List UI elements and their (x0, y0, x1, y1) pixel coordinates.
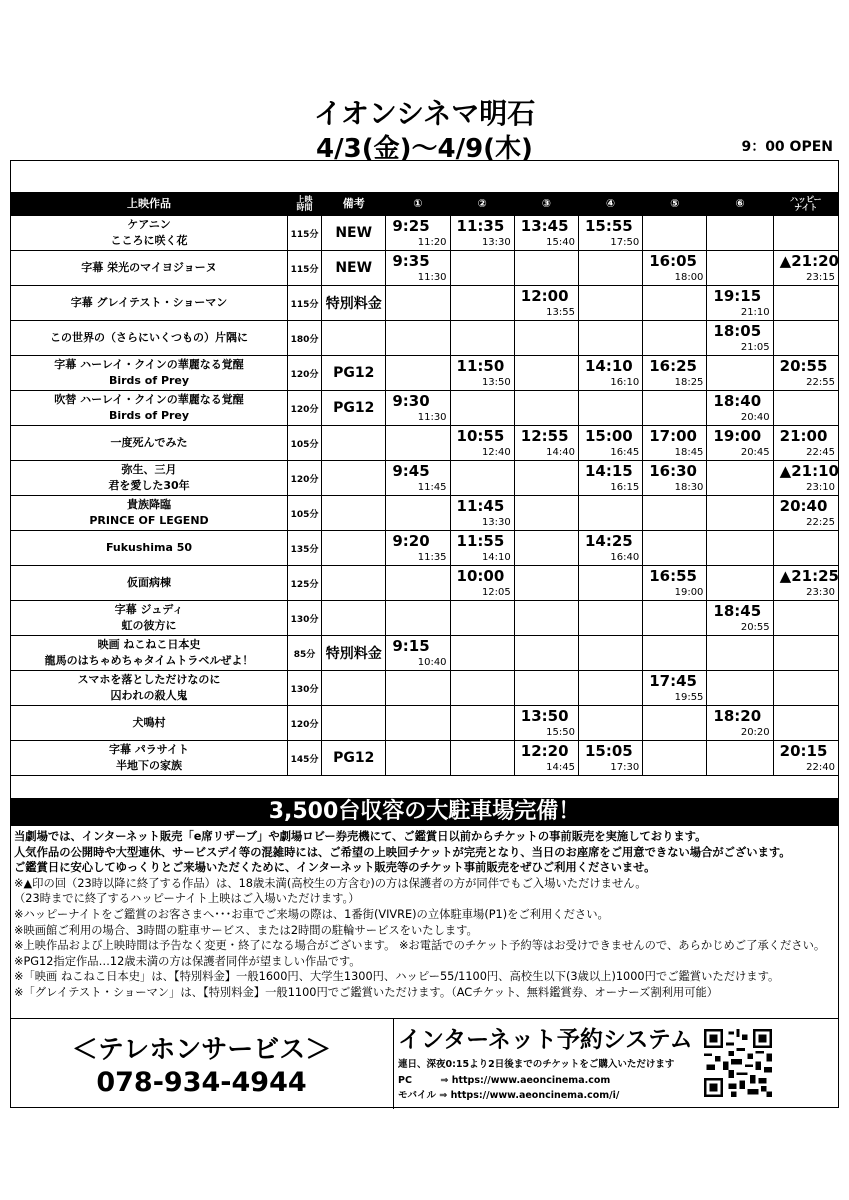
start-time: 20:40 (779, 497, 828, 515)
remarks: 特別料金 (322, 636, 386, 671)
showtime-cell (450, 286, 514, 321)
remarks (322, 496, 386, 531)
remarks: NEW (322, 251, 386, 286)
showtime-cell[interactable] (578, 741, 642, 776)
film-title: 映画 ねこねこ日本史 龍馬のはちゃめちゃタイムトラベルぜよ！ (11, 636, 288, 671)
end-time: 15:40 (546, 237, 575, 248)
start-time: 18:05 (713, 322, 762, 340)
showtime-cell (773, 601, 838, 636)
showtime-cell (578, 601, 642, 636)
internet-info (398, 1057, 674, 1104)
showtime-cell[interactable] (643, 356, 707, 391)
internet-heading: インターネット予約システム (398, 1027, 693, 1053)
showtime-cell[interactable] (450, 426, 514, 461)
showtime-cell (643, 321, 707, 356)
table-row (11, 671, 839, 706)
table-row (11, 566, 839, 601)
showtime-cell (773, 216, 838, 251)
notice-line: ※PG12指定作品…12歳未満の方は保護者同伴が望ましい作品です。 (14, 954, 361, 968)
showtime-cell[interactable] (773, 566, 838, 601)
start-time: 16:25 (649, 357, 697, 375)
showtime-cell[interactable] (773, 356, 838, 391)
showtime-cell (707, 356, 773, 391)
schedule-table (10, 192, 839, 776)
end-time: 13:30 (481, 517, 511, 528)
end-time: 18:00 (674, 272, 704, 283)
showtime-cell (773, 706, 838, 741)
runtime: 120分 (288, 356, 322, 391)
showtime-cell (578, 566, 642, 601)
showtime-cell (643, 706, 707, 741)
end-time: 11:30 (417, 412, 447, 423)
showtime-cell (514, 356, 578, 391)
showtime-cell[interactable] (386, 531, 450, 566)
showtime-cell (450, 461, 514, 496)
showtime-cell (386, 496, 450, 531)
showtime-cell (578, 636, 642, 671)
runtime: 105分 (288, 426, 322, 461)
header-runtime: 上映 時間 (288, 193, 322, 216)
showtime-cell (450, 321, 514, 356)
showtime-cell (578, 496, 642, 531)
showtime-cell (386, 356, 450, 391)
runtime: 135分 (288, 531, 322, 566)
end-time: 20:40 (740, 412, 770, 423)
showtime-cell (514, 391, 578, 426)
start-time: 17:00 (649, 427, 697, 445)
footer (10, 1018, 839, 1109)
film-title: 字幕 パラサイト 半地下の家族 (11, 741, 288, 776)
start-time: 15:55 (584, 217, 633, 235)
showtime-cell (773, 531, 838, 566)
end-time: 16:15 (610, 482, 640, 493)
theater-name: イオンシネマ明石 (313, 97, 536, 130)
table-row (11, 636, 839, 671)
showtime-cell (773, 671, 838, 706)
showtime-cell (450, 391, 514, 426)
pc-url[interactable]: PC ⇒ https://www.aeoncinema.com (398, 1074, 611, 1086)
showtime-cell (578, 391, 642, 426)
film-title: 字幕 ハーレイ・クインの華麗なる覚醒 Birds of Prey (11, 356, 288, 391)
showtime-cell[interactable] (514, 286, 578, 321)
end-time: 15:50 (546, 727, 575, 738)
end-time: 21:05 (740, 342, 770, 353)
showtime-cell (450, 671, 514, 706)
start-time: 10:00 (456, 567, 505, 585)
start-time: 14:10 (584, 357, 633, 375)
header-film: 上映作品 (11, 193, 288, 216)
showtime-cell[interactable] (514, 741, 578, 776)
start-time: 19:00 (713, 427, 762, 445)
showtime-cell (514, 671, 578, 706)
end-time: 12:05 (481, 587, 511, 598)
end-time: 13:55 (546, 307, 575, 318)
start-time: 11:35 (456, 217, 505, 235)
end-time: 16:45 (610, 447, 640, 458)
start-time: 9:45 (392, 462, 430, 480)
showtime-cell (773, 636, 838, 671)
start-time: 17:45 (649, 672, 697, 690)
end-time: 11:30 (417, 272, 447, 283)
showtime-cell[interactable] (707, 321, 773, 356)
showtime-cell (386, 566, 450, 601)
showtime-cell (450, 741, 514, 776)
showtime-cell (514, 251, 578, 286)
end-time: 16:40 (610, 552, 640, 563)
runtime: 85分 (288, 636, 322, 671)
showtime-cell[interactable] (707, 706, 773, 741)
end-time: 20:45 (740, 447, 770, 458)
start-time: 12:00 (520, 287, 569, 305)
end-time: 11:20 (417, 237, 447, 248)
showtime-cell (514, 321, 578, 356)
film-title: 弥生、三月 君を愛した30年 (11, 461, 288, 496)
start-time: 11:45 (456, 497, 505, 515)
showtime-cell (643, 601, 707, 636)
end-time: 22:45 (806, 447, 835, 458)
table-header-row (11, 193, 839, 216)
runtime: 130分 (288, 671, 322, 706)
header-happy-night: ハッピー ナイト (773, 193, 838, 216)
header-screen-4: ④ (578, 193, 642, 216)
showtime-cell[interactable] (578, 356, 642, 391)
end-time: 20:55 (740, 622, 770, 633)
start-time: 9:25 (392, 217, 430, 235)
remarks: PG12 (322, 391, 386, 426)
showtime-cell (773, 286, 838, 321)
showtime-cell (578, 286, 642, 321)
end-time: 16:10 (610, 377, 640, 388)
start-time: 13:50 (520, 707, 569, 725)
start-time: 12:55 (520, 427, 569, 445)
end-time: 18:45 (674, 447, 704, 458)
showtime-cell (578, 251, 642, 286)
start-time: 21:00 (779, 427, 828, 445)
start-time: 15:00 (584, 427, 633, 445)
film-title: この世界の（さらにいくつもの）片隅に (11, 321, 288, 356)
showtime-cell[interactable] (773, 426, 838, 461)
telephone-heading: ＜テレホンサービス＞ (71, 1035, 332, 1065)
runtime: 130分 (288, 601, 322, 636)
showtime-cell (514, 636, 578, 671)
remarks (322, 461, 386, 496)
qr-code-icon[interactable] (704, 1029, 772, 1097)
showtime-cell[interactable] (643, 251, 707, 286)
showtime-cell (643, 496, 707, 531)
showtime-cell (773, 321, 838, 356)
notice-line: 当劇場では、インターネット販売「e席リザーブ」や劇場ロビー券売機にて、ご鑑賞日以前からチケットの事前販売を実施しております。 (14, 830, 707, 843)
remarks (322, 321, 386, 356)
internet-purchase-note: 連日、深夜0:15より2日後までのチケットをご購入いただけます (398, 1059, 675, 1070)
showtime-cell[interactable] (578, 531, 642, 566)
showtime-cell (514, 496, 578, 531)
notice-line: ※ハッピーナイトをご鑑賞のお客さまへ･･･お車でご来場の際は、1番街(VIVRE)の立体駐車場(P1)をご利用ください。 (14, 907, 609, 921)
end-time: 22:40 (806, 762, 835, 773)
showtime-cell (386, 286, 450, 321)
showtime-cell[interactable] (514, 706, 578, 741)
table-row (11, 461, 839, 496)
table-row (11, 531, 839, 566)
showtime-cell (450, 601, 514, 636)
showtime-cell (386, 426, 450, 461)
showtime-cell (450, 251, 514, 286)
end-time: 13:30 (481, 237, 511, 248)
showtime-cell (643, 741, 707, 776)
showtime-cell[interactable] (707, 286, 773, 321)
start-time: 11:50 (456, 357, 505, 375)
showtime-cell[interactable] (773, 496, 838, 531)
showtime-cell (450, 636, 514, 671)
remarks (322, 601, 386, 636)
start-time: 16:30 (649, 462, 697, 480)
start-time: 18:40 (713, 392, 762, 410)
end-time: 13:50 (481, 377, 511, 388)
runtime: 125分 (288, 566, 322, 601)
showtime-cell (707, 216, 773, 251)
end-time: 19:55 (674, 692, 704, 703)
showtime-cell (643, 531, 707, 566)
notice-line: ※「映画 ねこねこ日本史」は、【特別料金】一般1600円、大学生1300円、ハッピー55/1100円、高校生以下(3歳以上)1000円でご鑑賞いただけます。 (14, 970, 780, 984)
start-time: 16:05 (649, 252, 697, 270)
table-row (11, 216, 839, 251)
notice-line: ご鑑賞日に安心してゆっくりとご来場いただくために、インターネット販売等のチケット事前販売をぜひご利用くださいませ。 (14, 861, 656, 875)
mobile-url[interactable]: モバイル ⇒ https://www.aeoncinema.com/i/ (398, 1090, 620, 1101)
showtime-cell (386, 321, 450, 356)
start-time: 9:35 (392, 252, 430, 270)
showtime-cell (707, 566, 773, 601)
film-title: 吹替 ハーレイ・クインの華麗なる覚醒 Birds of Prey (11, 391, 288, 426)
showtime-cell (707, 671, 773, 706)
showtime-cell (386, 671, 450, 706)
header-screen-5: ⑤ (643, 193, 707, 216)
showtime-cell (514, 461, 578, 496)
remarks: NEW (322, 216, 386, 251)
runtime: 115分 (288, 286, 322, 321)
showtime-cell (643, 286, 707, 321)
showtime-cell[interactable] (386, 251, 450, 286)
end-time: 14:45 (546, 762, 575, 773)
showtime-cell (386, 601, 450, 636)
showing-period: 4/3(金)～4/9(木) (316, 134, 533, 164)
end-time: 18:25 (674, 377, 704, 388)
remarks: 特別料金 (322, 286, 386, 321)
runtime: 120分 (288, 706, 322, 741)
showtime-cell (514, 566, 578, 601)
film-title: 字幕 栄光のマイヨジョーヌ (11, 251, 288, 286)
start-time: ▲21:25 (779, 567, 839, 585)
start-time: 9:15 (392, 637, 430, 655)
end-time: 23:10 (806, 482, 835, 493)
showtime-cell[interactable] (514, 426, 578, 461)
showtime-cell (578, 706, 642, 741)
remarks: PG12 (322, 356, 386, 391)
showtime-cell (450, 706, 514, 741)
table-row (11, 496, 839, 531)
end-time: 12:40 (481, 447, 511, 458)
showtime-cell (514, 601, 578, 636)
runtime: 115分 (288, 251, 322, 286)
table-row (11, 286, 839, 321)
showtime-cell[interactable] (707, 426, 773, 461)
start-time: 11:55 (456, 532, 505, 550)
header-screen-6: ⑥ (707, 193, 773, 216)
showtime-cell (707, 531, 773, 566)
showtime-cell (386, 741, 450, 776)
showtime-cell[interactable] (450, 566, 514, 601)
end-time: 17:50 (610, 237, 640, 248)
table-row (11, 426, 839, 461)
showtime-cell (707, 636, 773, 671)
end-time: 23:30 (806, 587, 835, 598)
header-screen-1: ① (386, 193, 450, 216)
end-time: 22:55 (806, 377, 835, 388)
showtime-cell[interactable] (450, 531, 514, 566)
open-time: 9：00 OPEN (741, 139, 833, 155)
showtime-cell[interactable] (514, 216, 578, 251)
notice-block (14, 829, 836, 1017)
remarks (322, 671, 386, 706)
start-time: 10:55 (456, 427, 505, 445)
showtime-cell[interactable] (386, 461, 450, 496)
end-time: 11:45 (417, 482, 447, 493)
start-time: 14:25 (584, 532, 633, 550)
showtime-cell[interactable] (578, 461, 642, 496)
header-screen-3: ③ (514, 193, 578, 216)
film-title: 仮面病棟 (11, 566, 288, 601)
film-title: 貴族降臨 PRINCE OF LEGEND (11, 496, 288, 531)
table-row (11, 601, 839, 636)
start-time: 18:45 (713, 602, 762, 620)
table-row (11, 321, 839, 356)
film-title: スマホを落としただけなのに 囚われの殺人鬼 (11, 671, 288, 706)
remarks: PG12 (322, 741, 386, 776)
showtime-cell (643, 216, 707, 251)
end-time: 23:15 (806, 272, 835, 283)
showtime-cell[interactable] (773, 741, 838, 776)
start-time: 9:20 (392, 532, 430, 550)
showtime-cell (707, 461, 773, 496)
showtime-cell (707, 741, 773, 776)
footer-divider (393, 1019, 394, 1109)
notice-line: 人気作品の公開時や大型連休、サービスデイ等の混雑時には、ご希望の上映回チケットが完売となり、当日のお座席をご用意できない場合がございます。 (14, 845, 791, 859)
film-title: ケアニン こころに咲く花 (11, 216, 288, 251)
start-time: 9:30 (392, 392, 430, 410)
runtime: 105分 (288, 496, 322, 531)
showtime-cell[interactable] (578, 216, 642, 251)
remarks (322, 566, 386, 601)
showtime-cell[interactable] (450, 216, 514, 251)
start-time: 20:55 (779, 357, 828, 375)
start-time: 13:45 (520, 217, 569, 235)
showtime-cell[interactable] (643, 426, 707, 461)
film-title: Fukushima 50 (11, 531, 288, 566)
start-time: 20:15 (779, 742, 828, 760)
showtime-cell[interactable] (643, 461, 707, 496)
notice-line: （23時までに終了するハッピーナイト上映はご入場いただけます。） (14, 892, 360, 906)
remarks (322, 531, 386, 566)
start-time: ▲21:10 (779, 462, 839, 480)
notice-line: ※「グレイテスト・ショーマン」は、【特別料金】一般1100円でご鑑賞いただけます。（ACチケット、無料鑑賞券、オーナーズ割利用可能） (14, 985, 719, 999)
start-time: 12:20 (520, 742, 569, 760)
end-time: 20:20 (740, 727, 770, 738)
showtime-cell (386, 706, 450, 741)
showtime-cell (514, 531, 578, 566)
showtime-cell[interactable] (578, 426, 642, 461)
showtime-cell[interactable] (707, 391, 773, 426)
runtime: 115分 (288, 216, 322, 251)
parking-banner: 3,500台収容の大駐車場完備！ (10, 798, 839, 826)
end-time: 17:30 (610, 762, 640, 773)
end-time: 11:35 (417, 552, 447, 563)
header-note: 備考 (322, 193, 386, 216)
showtime-cell[interactable] (450, 356, 514, 391)
table-row (11, 741, 839, 776)
end-time: 14:10 (481, 552, 511, 563)
showtime-cell (707, 496, 773, 531)
runtime: 180分 (288, 321, 322, 356)
start-time: 14:15 (584, 462, 633, 480)
showtime-cell[interactable] (386, 391, 450, 426)
end-time: 10:40 (417, 657, 447, 668)
end-time: 14:40 (546, 447, 575, 458)
runtime: 145分 (288, 741, 322, 776)
showtime-cell (643, 636, 707, 671)
end-time: 18:30 (674, 482, 704, 493)
showtime-cell[interactable] (386, 636, 450, 671)
end-time: 19:00 (674, 587, 704, 598)
end-time: 22:25 (806, 517, 835, 528)
notice-line: ※▲印の回（23時以降に終了する作品）は、18歳未満(高校生の方含む)の方は保護者の方が同伴でもご入場いただけません。 (14, 876, 647, 890)
showtime-cell (643, 391, 707, 426)
showtime-cell (578, 321, 642, 356)
showtime-cell (578, 671, 642, 706)
table-row (11, 251, 839, 286)
start-time: 15:05 (584, 742, 633, 760)
showtime-cell[interactable] (773, 251, 838, 286)
runtime: 120分 (288, 391, 322, 426)
showtime-cell (773, 391, 838, 426)
end-time: 21:10 (740, 307, 770, 318)
showtime-cell[interactable] (773, 461, 838, 496)
showtime-cell[interactable] (707, 601, 773, 636)
showtime-cell (707, 251, 773, 286)
film-title: 犬鳴村 (11, 706, 288, 741)
notice-line: ※上映作品および上映時間は予告なく変更・終了になる場合がございます。 ※お電話でのチケット予約等はお受けできませんので、あらかじめご了承ください。 (14, 939, 826, 953)
remarks (322, 706, 386, 741)
notice-line: ※映画館ご利用の場合、3時間の駐車サービス、または2時間の駐輪サービスをいたします。 (14, 923, 478, 937)
start-time: 19:15 (713, 287, 762, 305)
showtime-cell[interactable] (643, 671, 707, 706)
telephone-number[interactable]: 078-934-4944 (96, 1067, 307, 1098)
runtime: 120分 (288, 461, 322, 496)
table-row (11, 391, 839, 426)
film-title: 字幕 グレイテスト・ショーマン (11, 286, 288, 321)
start-time: 16:55 (649, 567, 697, 585)
table-row (11, 356, 839, 391)
showtime-cell[interactable] (643, 566, 707, 601)
film-title: 一度死んでみた (11, 426, 288, 461)
start-time: 18:20 (713, 707, 762, 725)
table-row (11, 706, 839, 741)
showtime-cell[interactable] (386, 216, 450, 251)
header-screen-2: ② (450, 193, 514, 216)
start-time: ▲21:20 (779, 252, 839, 270)
showtime-cell[interactable] (450, 496, 514, 531)
remarks (322, 426, 386, 461)
film-title: 字幕 ジュディ 虹の彼方に (11, 601, 288, 636)
